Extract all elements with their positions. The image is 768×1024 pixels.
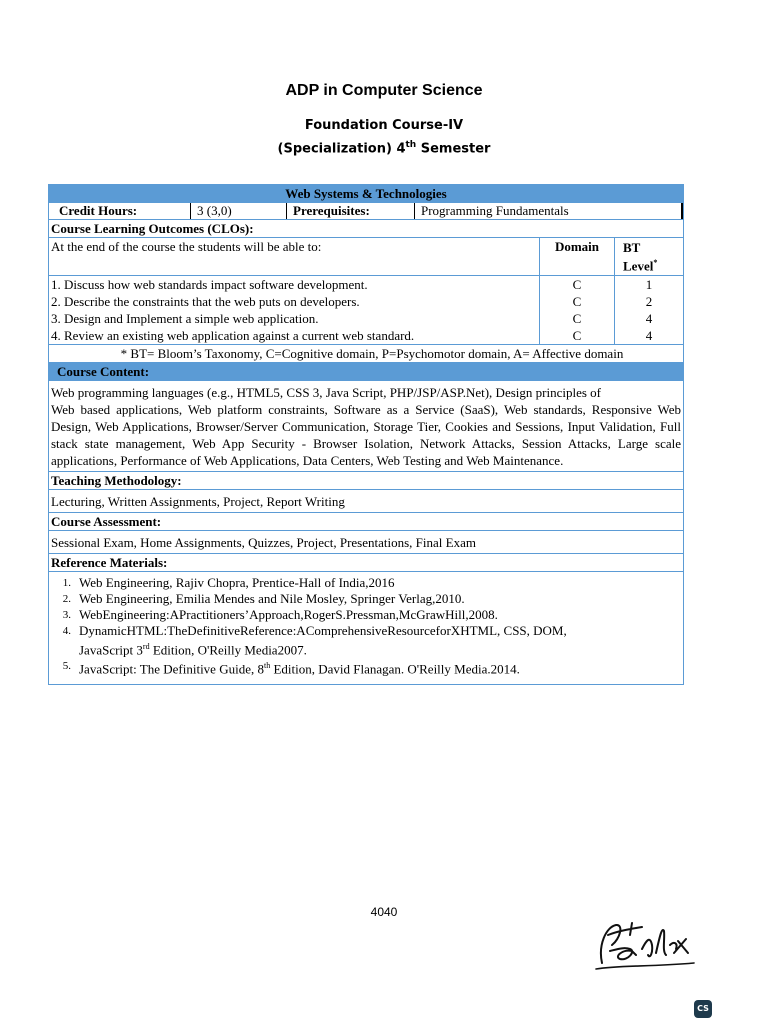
page-number: 4040: [370, 905, 398, 919]
document-title: ADP in Computer Science: [285, 82, 483, 99]
bt-header-level: Level: [623, 258, 654, 274]
course-content-para2: Web based applications, Web platform constraints, Software as a Service (SaaS), Web standards, Responsive Web Design, Web Applications, Browser/Server Communication, Storage Tier, Cookies and Sessions, Input Validation, Full stack state management, Web App Security - Browser Isolation, Network Attacks, Session Attacks, Large scale applications, Performance of Web Applications, Data Centers, Web Testing and Web Maintenance.: [51, 402, 681, 468]
semester-suffix: Semester: [416, 141, 491, 157]
clo-text-column: [49, 276, 540, 344]
clo-item: 1. Discuss how web standards impact software development.: [51, 277, 368, 292]
bt-legend-note: * BT= Bloom’s Taxonomy, C=Cognitive domain, P=Psychomotor domain, A= Affective domain: [49, 345, 683, 363]
clo-domain: C: [572, 277, 582, 292]
reference-sup: rd: [142, 642, 150, 651]
reference-text: [79, 658, 683, 677]
course-content-text: [49, 381, 683, 472]
reference-item: [49, 658, 683, 677]
reference-number: 1.: [62, 577, 71, 589]
signature-icon: [590, 905, 710, 980]
reference-text-c: Edition, David Flanagan. O'Reilly Media.2014.: [270, 661, 520, 677]
teaching-text: Lecturing, Written Assignments, Project, Report Writing: [49, 490, 683, 513]
reference-number: 5.: [62, 660, 71, 673]
domain-header: Domain: [540, 238, 615, 275]
bt-level-header: [615, 238, 683, 275]
reference-text-line2: [79, 639, 683, 658]
clo-header-row: [49, 238, 683, 276]
semester-line: [0, 140, 768, 156]
reference-text: Web Engineering, Emilia Mendes and Nile Mosley, Springer Verlag,2010.: [79, 591, 465, 606]
reference-text: WebEngineering:APractitioners’Approach,RogerS.Pressman,McGrawHill,2008.: [79, 607, 498, 622]
semester-sup: th: [405, 140, 417, 150]
semester-prefix: (Specialization) 4: [277, 141, 406, 157]
clo-bt: 4: [645, 328, 653, 343]
clo-bt-column: [615, 276, 683, 344]
bt-header-line2: [623, 255, 683, 273]
reference-number: 2.: [62, 593, 71, 605]
bt-header-sup: *: [653, 258, 658, 267]
teaching-heading: Teaching Methodology:: [49, 472, 683, 490]
reference-text: Web Engineering, Rajiv Chopra, Prentice-Hall of India,2016: [79, 575, 395, 590]
reference-text-c: Edition, O'Reilly Media2007.: [149, 642, 307, 658]
clo-intro: At the end of the course the students will be able to:: [49, 238, 540, 275]
bt-header-line1: BT: [623, 240, 641, 255]
course-table: [48, 184, 684, 685]
reference-sup: th: [263, 661, 271, 671]
clo-item: 3. Design and Implement a simple web application.: [51, 311, 319, 326]
clo-domain: C: [572, 311, 582, 326]
reference-text-b: JavaScript 3: [79, 642, 143, 658]
reference-text-line1: DynamicHTML:TheDefinitiveReference:AComprehensiveResourceforXHTML, CSS, DOM,: [79, 623, 567, 638]
clo-domain-column: [540, 276, 615, 344]
prerequisites-label: Prerequisites:: [287, 203, 415, 219]
course-name: Web Systems & Technologies: [49, 185, 683, 203]
course-content-heading: Course Content:: [49, 363, 683, 381]
references-heading: Reference Materials:: [49, 554, 683, 572]
reference-item: [49, 591, 683, 607]
clo-bt: 2: [645, 294, 653, 309]
clo-item: 4. Review an existing web application against a current web standard.: [51, 328, 415, 343]
reference-item: [49, 575, 683, 591]
clo-bt: 1: [645, 277, 653, 292]
reference-number: 3.: [62, 609, 71, 621]
references-list: [49, 572, 683, 684]
clo-domain: C: [572, 328, 582, 343]
credit-hours-label: Credit Hours:: [49, 203, 191, 219]
camscanner-badge: CS: [694, 1000, 712, 1018]
clo-heading: Course Learning Outcomes (CLOs):: [49, 220, 683, 238]
reference-item: [49, 607, 683, 623]
clo-item: 2. Describe the constraints that the web puts on developers.: [51, 294, 360, 309]
assessment-heading: Course Assessment:: [49, 513, 683, 531]
clo-items: [49, 276, 683, 345]
credit-hours-value: 3 (3,0): [191, 203, 287, 219]
course-content-para1: Web programming languages (e.g., HTML5, CSS 3, Java Script, PHP/JSP/ASP.Net), Design principles of: [51, 385, 601, 400]
reference-text-a: JavaScript: The Definitive Guide, 8: [79, 661, 264, 677]
document-subtitle: Foundation Course-IV: [304, 118, 464, 133]
reference-item: [49, 623, 683, 658]
assessment-text: Sessional Exam, Home Assignments, Quizzes, Project, Presentations, Final Exam: [49, 531, 683, 554]
prerequisites-value: Programming Fundamentals: [415, 203, 683, 219]
credit-row: [49, 203, 683, 220]
reference-number: 4.: [62, 625, 71, 637]
reference-text: [79, 623, 683, 658]
clo-domain: C: [572, 294, 582, 309]
clo-bt: 4: [645, 311, 653, 326]
